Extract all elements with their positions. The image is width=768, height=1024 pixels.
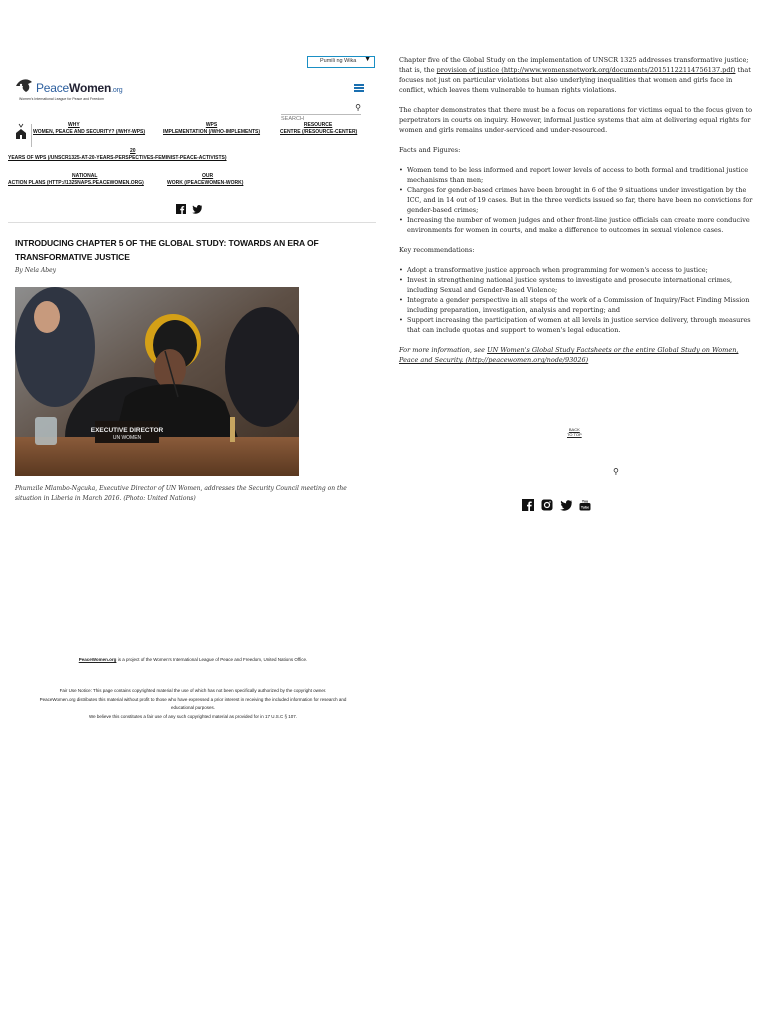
logo-wordmark bbox=[36, 81, 122, 95]
article-body bbox=[399, 55, 755, 375]
left-column bbox=[8, 0, 376, 1024]
chevron-down-icon: ▼ bbox=[364, 56, 371, 63]
logo-suffix: .org bbox=[111, 87, 123, 94]
header-divider bbox=[8, 222, 376, 223]
hamburger-menu-icon[interactable] bbox=[354, 84, 364, 92]
language-select-value: Pumili ng Wika bbox=[320, 58, 357, 64]
logo-women: Women bbox=[69, 81, 112, 95]
photo-placard-line1: EXECUTIVE DIRECTOR bbox=[90, 427, 164, 434]
facebook-icon[interactable] bbox=[176, 204, 186, 214]
article-photo bbox=[15, 287, 299, 476]
photo-illustration bbox=[15, 287, 299, 476]
footer-fair-use-3: We believe this constitutes a fair use of any such copyrighted material as provided for in 17 U.S.C § 107. bbox=[88, 713, 298, 719]
footer-line1: is a project of the Women's International League of Peace and Freedom, United Nations Office. bbox=[116, 657, 308, 662]
logo-tagline: Women's International League for Peace and Freedom bbox=[19, 97, 105, 101]
search-icon[interactable]: ⚲ bbox=[613, 467, 619, 476]
nav-national-action-plans[interactable]: NATIONAL ACTION PLANS (HTTP://1325NAPS.PEACEWOMEN.ORG) bbox=[8, 173, 144, 186]
nav-20-years-wps[interactable]: 20 YEARS OF WPS (/UNSCR1325-AT-20-YEARS-PERSPECTIVES-FEMINIST-PEACE-ACTIVISTS) bbox=[8, 148, 227, 161]
facts-heading: Facts and Figures: bbox=[399, 146, 461, 154]
share-bar bbox=[176, 204, 202, 214]
recommendations-list bbox=[399, 265, 755, 335]
list-item: • Integrate a gender perspective in all steps of the work of a Commission of Inquiry/Fact Finding Mission including preparation, investigation, analysis and reporting; and bbox=[399, 295, 755, 315]
list-item: • Adopt a transformative justice approach when programming for women's access to justice; bbox=[399, 265, 755, 275]
body-paragraph-1: Chapter five of the Global Study on the implementation of UNSCR 1325 addresses transformative justice; that is, the provision of justice (http://www.womensnetwork.org/documents/20151122114756137.pdf) that focuses not just on particular violations but also underlying inequalities that women and girls face in conflict, which leaves them vulnerable to human rights violations. bbox=[399, 56, 751, 94]
svg-text:Tube: Tube bbox=[580, 505, 590, 510]
provision-of-justice-link[interactable]: provision of justice (http://www.womensnetwork.org/documents/20151122114756137.pdf) bbox=[436, 66, 736, 74]
language-select[interactable] bbox=[307, 56, 375, 68]
article-title: INTRODUCING CHAPTER 5 OF THE GLOBAL STUDY: TOWARDS AN ERA OF TRANSFORMATIVE JUSTICE bbox=[15, 238, 319, 262]
footer-fair-use-1: Fair Use Notice: This page contains copyrighted material the use of which has not been specifically authorized by the copyright owner. bbox=[59, 688, 327, 693]
more-info-paragraph: For more information, see UN Women's Global Study Factsheets or the entire Global Study on Women, Peace and Security. (http://peacewomen.org/node/93026) bbox=[399, 346, 739, 364]
photo-caption: Phumzile Mlambo-Ngcuka, Executive Director of UN Women, addresses the Security Council meeting on the situation in Liberia in March 2016. (Photo: United Nations) bbox=[15, 485, 347, 502]
nav-why-wps[interactable]: WHY WOMEN, PEACE AND SECURITY? (/WHY-WPS) bbox=[33, 122, 146, 135]
twitter-icon[interactable] bbox=[560, 499, 572, 511]
photo-placard-line2: UN WOMEN bbox=[112, 435, 142, 441]
footer-fair-use bbox=[28, 687, 358, 721]
body-paragraph-2: The chapter demonstrates that there must be a focus on reparations for victims equal to the focus given to perpetrators in courts on inquiry. However, informal justice systems that aim at delivering equal rights for women and girls remains under-serviced and under-resourced. bbox=[399, 106, 753, 134]
youtube-icon[interactable] bbox=[579, 499, 591, 511]
nav-separator bbox=[31, 124, 32, 147]
nav-our-work[interactable]: OUR WORK (/PEACEWOMEN-WORK) bbox=[167, 173, 244, 186]
list-item: • Increasing the number of women judges and other front-line justice officials can create more conducive environments for women in courts, and make a difference to outcomes in sexual violence cases. bbox=[399, 215, 755, 235]
footer-project-note bbox=[28, 656, 358, 665]
list-item: • Women tend to be less informed and report lower levels of access to both formal and traditional justice mechanisms than men; bbox=[399, 165, 755, 185]
back-to-top-link[interactable]: BACK TO TOP bbox=[567, 427, 582, 437]
site-logo[interactable] bbox=[14, 76, 144, 104]
nav-resource-centre[interactable]: RESOURCE CENTRE (/RESOURCE-CENTER) bbox=[280, 122, 358, 135]
article-byline: By Nela Abey bbox=[15, 267, 57, 274]
list-item: • Support increasing the participation of women at all levels in justice service delivery, through measures that can include quotas and support to women's legal education. bbox=[399, 315, 755, 335]
recommendations-heading: Key recommendations: bbox=[399, 246, 475, 254]
logo-peace: Peace bbox=[36, 81, 70, 95]
svg-text:You: You bbox=[581, 499, 589, 504]
dove-icon bbox=[14, 76, 36, 96]
search-icon[interactable]: ⚲ bbox=[355, 103, 361, 112]
facts-list bbox=[399, 165, 755, 235]
search-box bbox=[281, 105, 361, 115]
social-links bbox=[522, 499, 591, 511]
instagram-icon[interactable] bbox=[541, 499, 553, 511]
list-item: • Charges for gender-based crimes have been brought in 6 of the 9 situations under investigation by the ICC, and in 14 out of 19 cases. But in the three verdicts issued so far, there have been no convictions for gender-based crimes; bbox=[399, 185, 755, 215]
list-item: • Invest in strengthening national justice systems to investigate and prosecute international crimes, including Sexual and Gender-Based Violence; bbox=[399, 275, 755, 295]
nav-wps-implementation[interactable]: WPS IMPLEMENTATION (/WHO-IMPLEMENTS) bbox=[163, 122, 261, 135]
home-icon[interactable] bbox=[15, 123, 27, 139]
footer-brand-link[interactable]: PeaceWomen.org bbox=[78, 657, 117, 662]
global-study-link[interactable]: UN Women's Global Study Factsheets or the entire Global Study on Women, Peace and Security. (http://peacewomen.org/node/93026) bbox=[399, 346, 739, 364]
facebook-icon[interactable] bbox=[522, 499, 534, 511]
footer-fair-use-2: PeaceWomen.org distributes this material without profit to those who have expressed a prior interest in receiving the included information for research and educational purposes. bbox=[39, 696, 347, 710]
twitter-icon[interactable] bbox=[192, 204, 202, 214]
